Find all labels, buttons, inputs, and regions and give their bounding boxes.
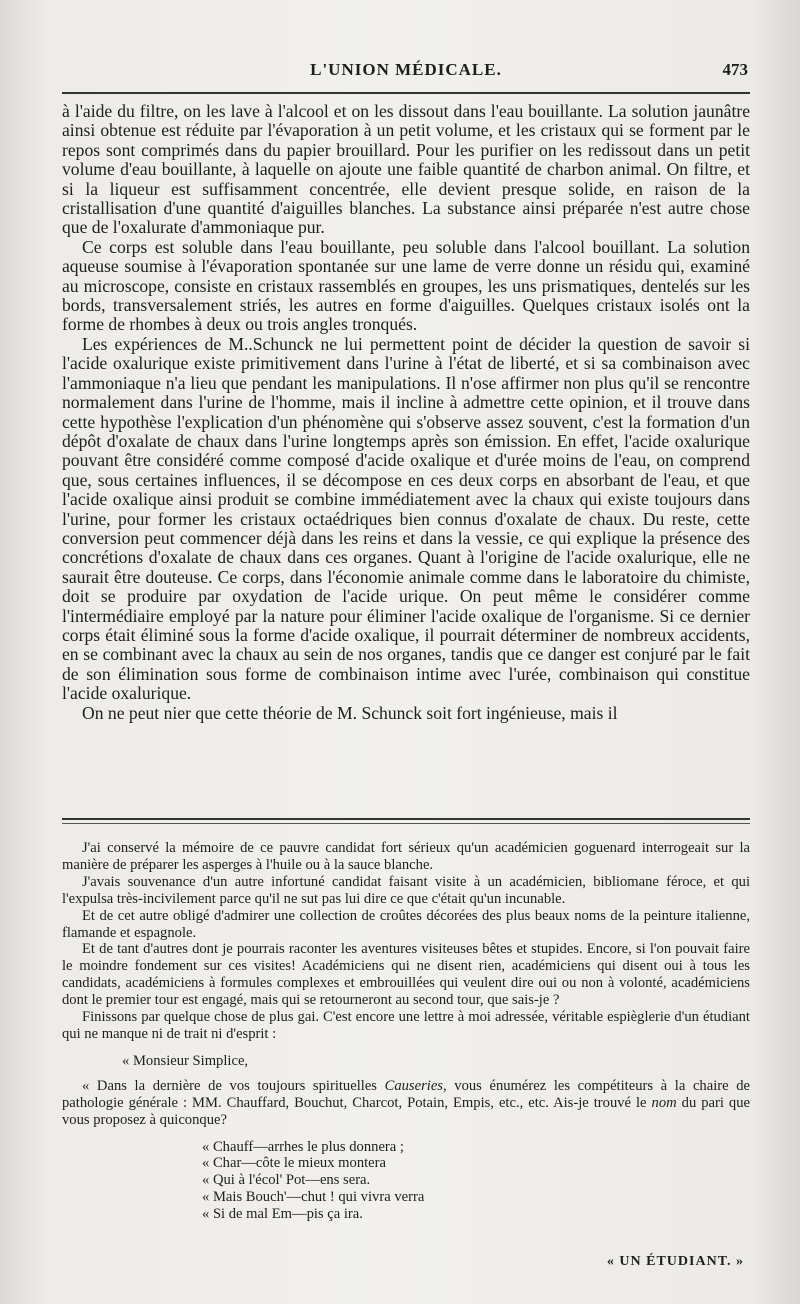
feuilleton-text xyxy=(62,840,750,1223)
feuilleton-separator xyxy=(62,818,750,824)
running-title: L'UNION MÉDICALE. xyxy=(310,60,502,79)
verse-line: « Chauff—arrhes le plus donnera ; xyxy=(202,1138,404,1155)
header-rule xyxy=(62,92,750,94)
feuilleton-paragraph-5: Finissons par quelque chose de plus gai. C'est encore une lettre à moi adressée, véritable espièglerie d'un étudiant qui ne manque ni de trait ni d'esprit : xyxy=(62,1009,750,1042)
verse-line: « Char—côte le mieux montera xyxy=(202,1155,386,1172)
letter-verse xyxy=(202,1139,750,1224)
causeries-title: Causeries xyxy=(384,1077,443,1094)
paragraph-4: On ne peut nier que cette théorie de M. Schunck soit fort ingénieuse, mais il xyxy=(82,702,618,723)
feuilleton-paragraph-3: Et de cet autre obligé d'admirer une collection de croûtes décorées des plus beaux noms de la peinture italienne, flamande et espagnole. xyxy=(62,907,750,941)
letter-body: « Dans la dernière de vos toujours spirituelles Causeries, vous énumérez les compétiteurs à la chaire de pathologie générale : MM. Chauffard, Bouchut, Charcot, Potain, Empis, etc., etc. Ais-je trouvé le nom du pari que vous proposez à quiconque? xyxy=(62,1077,750,1128)
feuilleton-paragraph-1: J'ai conservé la mémoire de ce pauvre candidat fort sérieux qu'un académicien goguenard interrogeait sur la manière de préparer les asperges à l'huile ou à la sauce blanche. xyxy=(62,840,750,873)
paragraph-3: Les expériences de M..Schunck ne lui permettent point de décider la question de savoir si l'acide oxalurique existe primitivement dans l'urine à l'état de liberté, et si sa combinaison avec l'ammoniaque n'a lieu que pendant les manipulations. Il n'ose affirmer non plus qu'il se rencontre normalement dans l'urine de l'homme, mais il incline à admettre cette opinion, et il trouve dans cette hypothèse l'explication d'un phénomène qui s'observe assez souvent, c'est la formation d'un dépôt d'oxalate de chaux dans l'urine longtemps après son émission. En effet, l'acide oxalurique pouvant être considéré comme composé d'acide oxalique et d'urée moins de l'eau, on comprend que, sous certaines influences, il se décompose en ces deux corps en absorbant de l'eau, et que l'acide oxalique ainsi produit se combine immédiatement avec la chaux qui existe toujours dans l'urine, pour former les cristaux octaédriques bien connus d'oxalate de chaux. Du reste, cette conversion peut commencer déjà dans les reins et dans la vessie, ce qui explique la présence des concrétions d'oxalate de chaux dans ces organes. Quant à l'origine de l'acide oxalurique, elle ne saurait être douteuse. Ce corps, dans l'économie animale comme dans le laboratoire du chimiste, doit se produire par oxydation de l'acide urique. On peut même le considérer comme l'intermédiaire employé par la nature pour éliminer l'acide oxalique de l'organisme. Si ce dernier corps était éliminé sous la forme d'acide oxalique, il pourrait déterminer de nombreux accidents, en se combinant avec la chaux au sein de nos organes, tandis que ce danger est conjuré par le fait de son élimination sous forme de combinaison intime avec l'urée, combinaison qui constitue l'acide oxalurique. xyxy=(62,333,750,704)
verse-line: « Mais Bouch'—chut ! qui vivra verra xyxy=(202,1189,425,1206)
paragraph-2: Ce corps est soluble dans l'eau bouillante, peu soluble dans l'alcool bouillant. La solution aqueuse soumise à l'évaporation spontanée sur une lame de verre donne un résidu qui, examiné au microscope, consiste en cristaux rassemblés en groupes, les uns prismatiques, dentelés sur les bords, transversalement striés, les autres en forme d'aiguilles. Quelques cristaux isolés ont la forme de rhombes à deux ou trois angles tronqués. xyxy=(62,236,750,335)
feuilleton-paragraph-2: J'avais souvenance d'un autre infortuné candidat faisant visite à un académicien, bibliomane féroce, et qui l'expulsa très-incivilement parce qu'il ne sut pas lui dire ce que c'était qu'un incunable. xyxy=(62,873,750,907)
verse-line: « Si de mal Em—pis ça ira. xyxy=(202,1206,363,1223)
verse-line: « Qui à l'écol' Pot—ens sera. xyxy=(202,1172,371,1189)
main-text xyxy=(62,102,750,723)
nom-emphasis: nom xyxy=(651,1094,677,1111)
feuilleton-paragraph-4: Et de tant d'autres dont je pourrais raconter les aventures visiteuses bêtes et stupides. Encore, si l'on pouvait faire le moindre fondement sur ces visites! Académiciens qui ne disent rien, académiciens qui disent oui à tous les candidats, académiciens à formules complexes et embrouillées qui veulent dire oui ou non à volonté, académiciens dont le premier tour est engagé, mais qui se retourneront au second tour, que sais-je ? xyxy=(62,941,750,1009)
letter-signature: « UN ÉTUDIANT. » xyxy=(606,1254,744,1269)
paragraph-1: à l'aide du filtre, on les lave à l'alcool et on les dissout dans l'eau bouillante. La solution jaunâtre ainsi obtenue est réduite par l'évaporation à un petit volume, et les cristaux qui se forment par le repos sont comprimés dans du papier brouillard. Pour les purifier on les redissout dans un petit volume d'eau bouillante, à laquelle on ajoute une faible quantité de charbon animal. On filtre, et si la liqueur est suffisamment concentrée, elle devient presque solide, en raison de la cristallisation d'une quantité d'aiguilles blanches. La substance ainsi préparée n'est autre chose que de l'oxalurate d'ammoniaque pur. xyxy=(62,101,750,238)
page-number: 473 xyxy=(722,60,748,79)
page-header xyxy=(62,60,750,88)
letter-salutation: « Monsieur Simplice, xyxy=(122,1052,249,1069)
